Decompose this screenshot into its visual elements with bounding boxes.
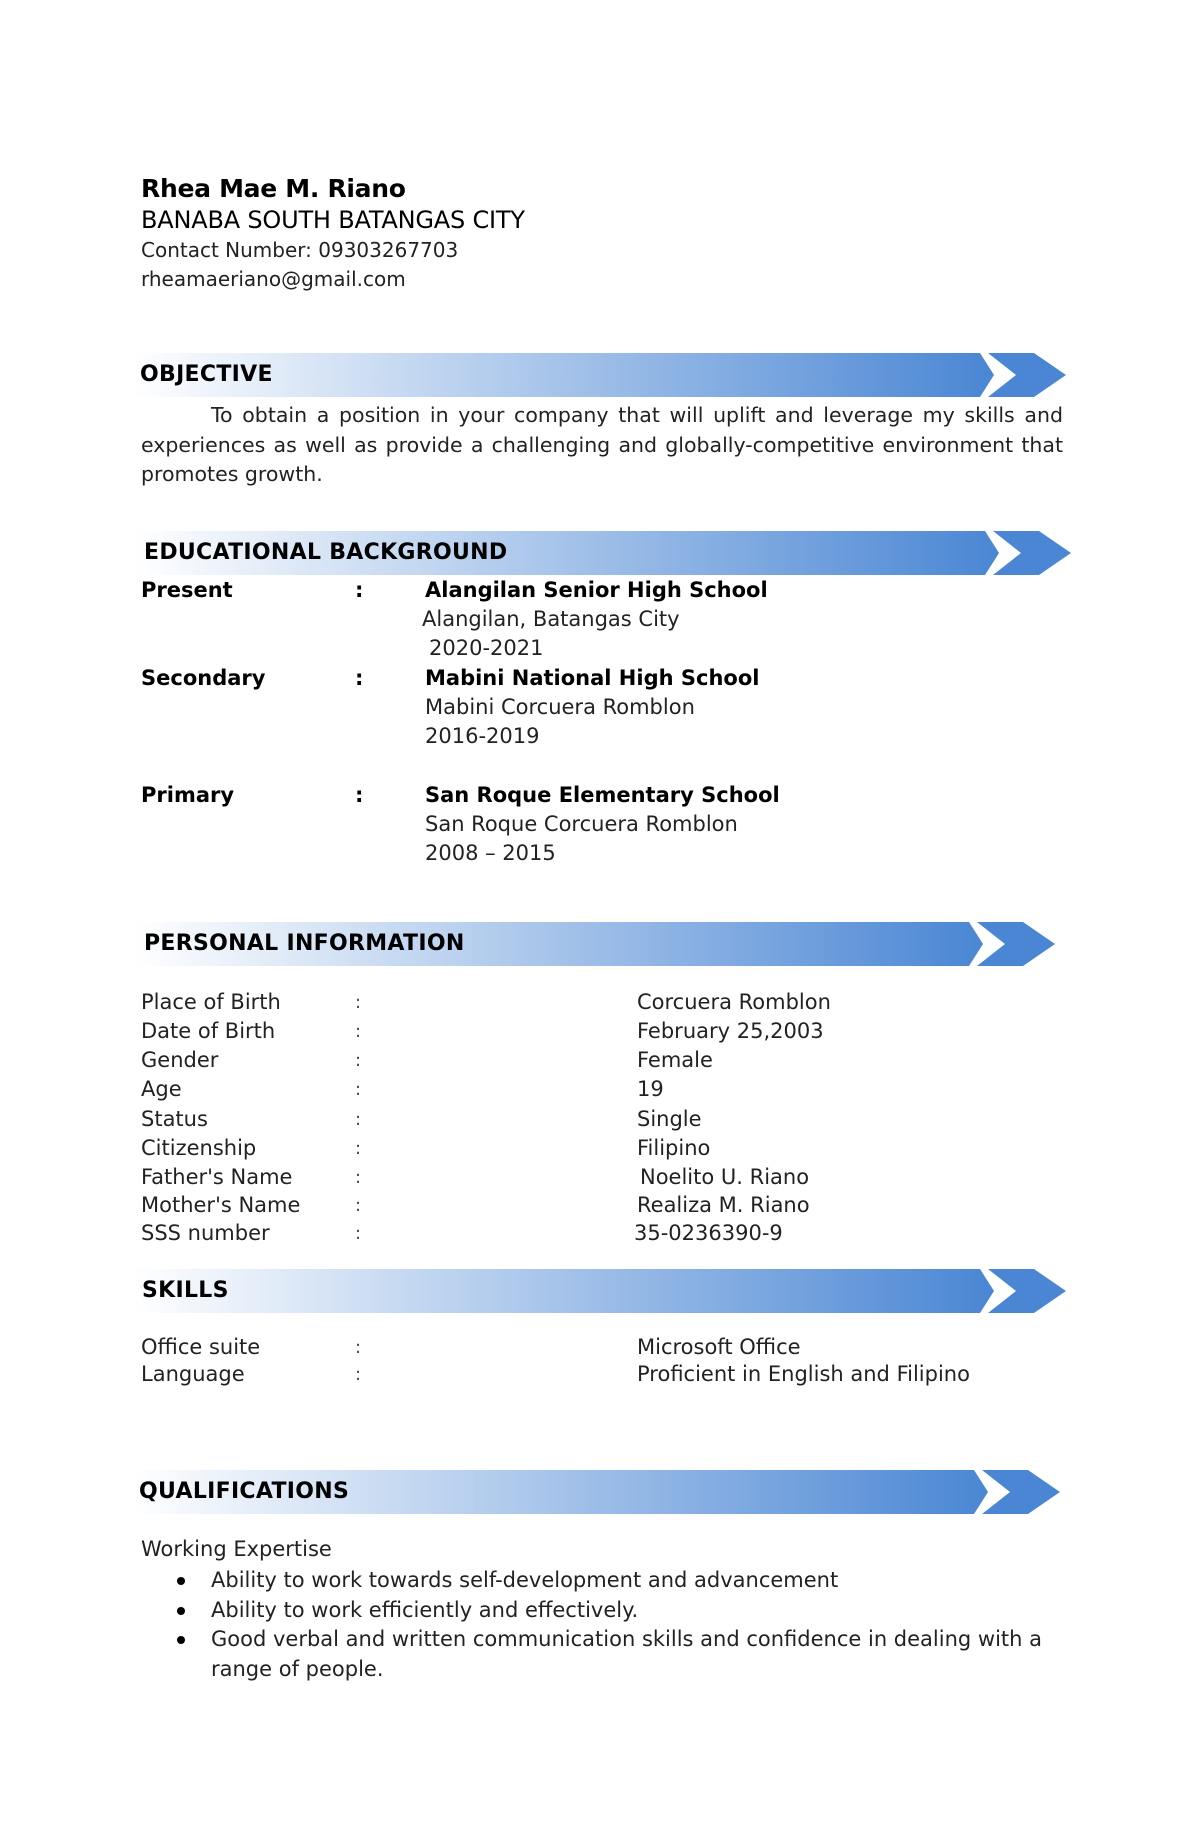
list-item-text: Ability to work towards self-development and advancement: [211, 1568, 839, 1592]
personal-value: Female: [637, 1048, 713, 1072]
bullet-icon: [177, 1607, 185, 1615]
personal-value: Single: [637, 1107, 702, 1131]
list-item-text: Good verbal and written communication skills and confidence in dealing with a range of people.: [211, 1627, 1042, 1681]
list-item: [141, 1625, 1071, 1684]
edu-colon: :: [355, 666, 364, 690]
edu-years-present: 2020-2021: [429, 636, 544, 660]
personal-label: Father's Name: [141, 1165, 293, 1189]
skill-label: Language: [141, 1362, 245, 1386]
personal-label: SSS number: [141, 1221, 270, 1245]
personal-colon: :: [355, 1195, 362, 1216]
bullet-icon: [177, 1577, 185, 1585]
skill-label: Office suite: [141, 1335, 261, 1359]
personal-label: Date of Birth: [141, 1019, 276, 1043]
personal-label: Gender: [141, 1048, 219, 1072]
skill-colon: :: [355, 1337, 362, 1358]
personal-colon: :: [355, 1138, 362, 1159]
edu-school-primary: San Roque Elementary School: [425, 783, 780, 807]
list-item: [141, 1596, 1071, 1626]
personal-value: Corcuera Romblon: [637, 990, 831, 1014]
edu-location-secondary: Mabini Corcuera Romblon: [425, 695, 695, 719]
skill-colon: :: [355, 1364, 362, 1385]
personal-colon: :: [355, 1223, 362, 1244]
applicant-address: BANABA SOUTH BATANGAS CITY: [141, 206, 525, 234]
edu-years-primary: 2008 – 2015: [425, 841, 556, 865]
skills-title: SKILLS: [142, 1278, 229, 1303]
personal-label: Place of Birth: [141, 990, 281, 1014]
edu-colon: :: [355, 578, 364, 602]
personal-colon: :: [355, 1079, 362, 1100]
skill-value: Proficient in English and Filipino: [637, 1362, 970, 1386]
applicant-name: Rhea Mae M. Riano: [141, 174, 406, 203]
personal-label: Age: [141, 1077, 182, 1101]
personal-label: Status: [141, 1107, 208, 1131]
personal-colon: :: [355, 1109, 362, 1130]
bullet-icon: [177, 1636, 185, 1644]
personal-value: Filipino: [637, 1136, 711, 1160]
personal-colon: :: [355, 1167, 362, 1188]
section-bar-graphic: [132, 353, 1072, 397]
list-item: [141, 1566, 1071, 1596]
edu-school-secondary: Mabini National High School: [425, 666, 760, 690]
skill-value: Microsoft Office: [637, 1335, 801, 1359]
section-bar-graphic: [132, 1269, 1072, 1313]
personal-colon: :: [355, 992, 362, 1013]
edu-years-secondary: 2016-2019: [425, 724, 540, 748]
personal-value: Noelito U. Riano: [640, 1165, 810, 1189]
objective-title: OBJECTIVE: [140, 362, 273, 387]
qualifications-list: [141, 1566, 1071, 1684]
objective-section-header: [132, 353, 1072, 397]
edu-level-present: Present: [141, 578, 233, 602]
edu-colon: :: [355, 783, 364, 807]
list-item-text: Ability to work efficiently and effectively.: [211, 1597, 639, 1622]
qualifications-section-header: [132, 1470, 1072, 1514]
personal-value: Realiza M. Riano: [637, 1193, 810, 1217]
education-title: EDUCATIONAL BACKGROUND: [144, 540, 508, 565]
edu-school-present: Alangilan Senior High School: [425, 578, 768, 602]
qualifications-title: QUALIFICATIONS: [139, 1479, 350, 1504]
edu-location-primary: San Roque Corcuera Romblon: [425, 812, 738, 836]
personal-colon: :: [355, 1050, 362, 1071]
education-section-header: [135, 531, 1075, 575]
qualifications-heading: Working Expertise: [141, 1537, 332, 1561]
personal-label: Citizenship: [141, 1136, 257, 1160]
personal-value: 35-0236390-9: [634, 1221, 783, 1245]
skills-section-header: [132, 1269, 1072, 1313]
edu-level-primary: Primary: [141, 783, 235, 807]
personal-colon: :: [355, 1021, 362, 1042]
edu-location-present: Alangilan, Batangas City: [422, 607, 680, 631]
email-address: rheamaeriano@gmail.com: [141, 267, 406, 291]
objective-text: To obtain a position in your company that will uplift and leverage my skills and experiences as well as provide a challenging and globally-competitive environment that promotes growth.: [141, 403, 1063, 486]
contact-number: Contact Number: 09303267703: [141, 238, 459, 262]
personal-value: February 25,2003: [637, 1019, 824, 1043]
personal-section-header: [135, 922, 1075, 966]
personal-title: PERSONAL INFORMATION: [144, 931, 465, 956]
edu-level-secondary: Secondary: [141, 666, 266, 690]
personal-label: Mother's Name: [141, 1193, 301, 1217]
personal-value: 19: [637, 1077, 664, 1101]
